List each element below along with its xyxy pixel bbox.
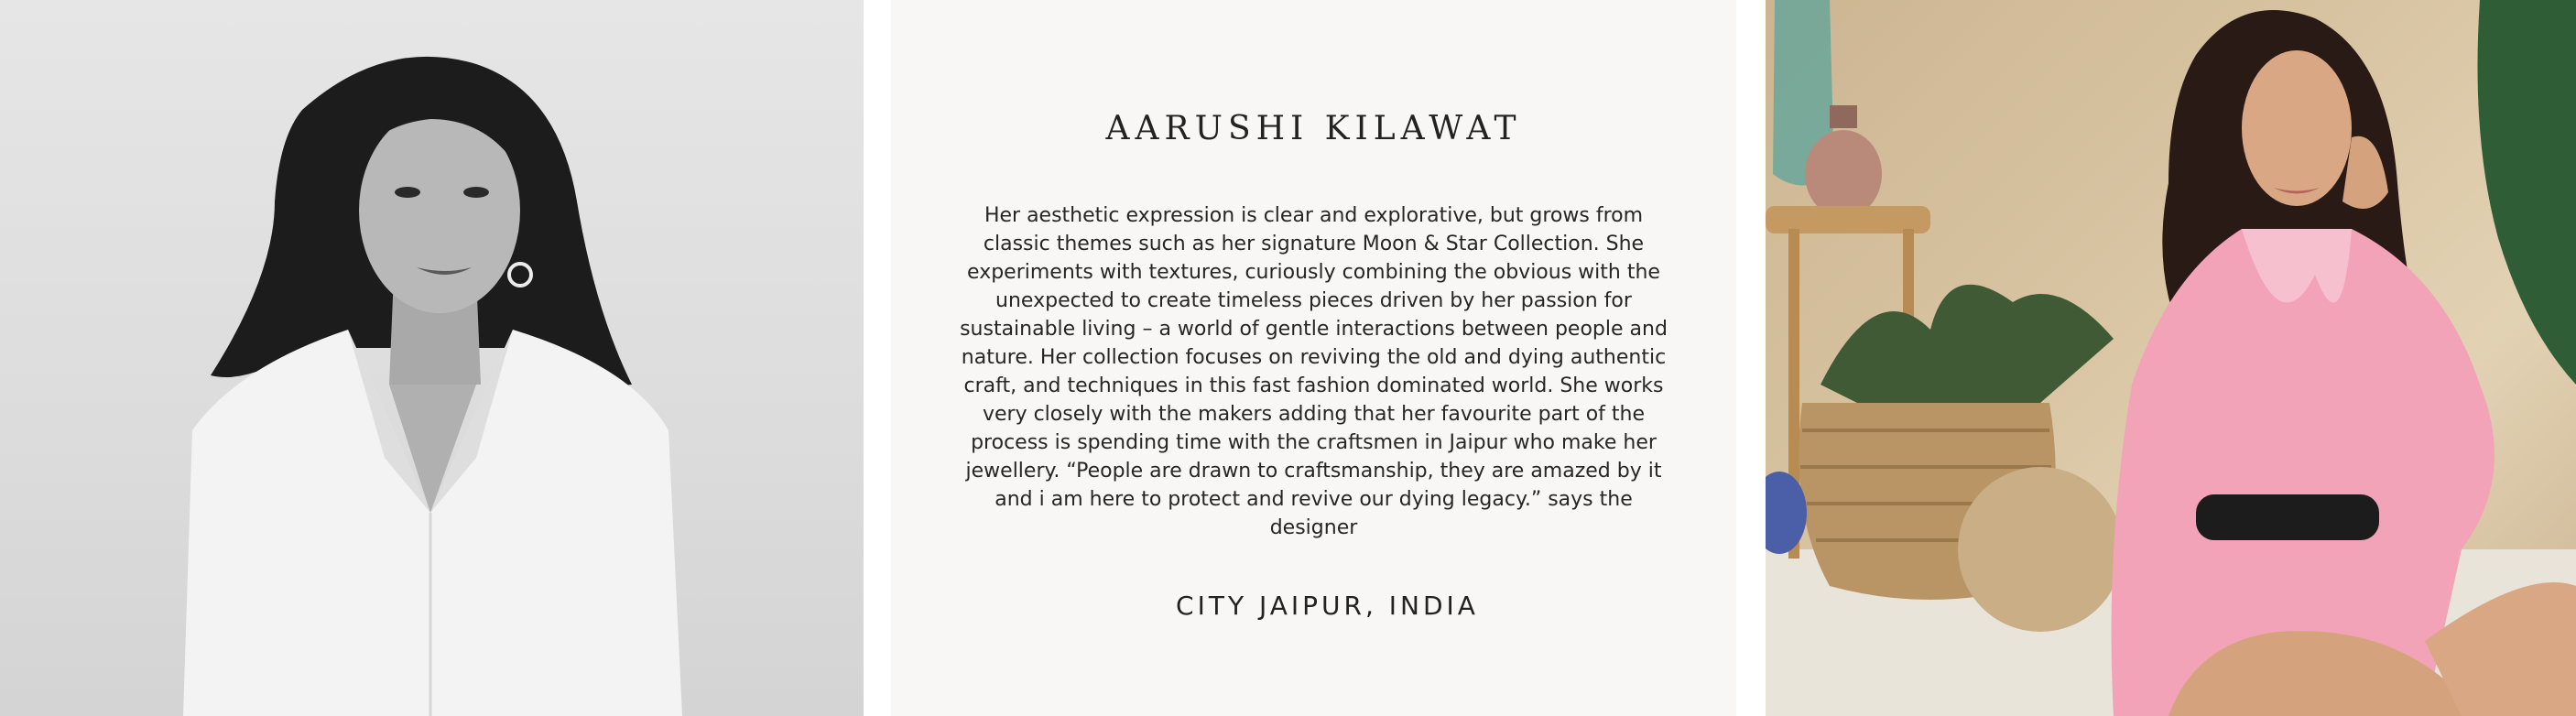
designer-bio: Her aesthetic expression is clear and explorative, but grows from classic themes such as her signature Moon & Star Collection. She experiments with textures, curiously combining the obvious with the unexpected to create timeless pieces driven by her passion for sustainable living – a world of gentle interactions between people and nature. Her collection focuses on reviving the old and dying authentic craft, and techniques in this fast fashion dominated world. She works very closely with the makers adding that her favourite part of the process is spending time with the craftsmen in Jaipur who make her jewellery. “People are drawn to craftsmanship, they are amazed by it and i am here to protect and revive our dying legacy.” says the designer bbox=[960, 204, 1668, 539]
model-photo-illustration bbox=[1766, 0, 2576, 716]
designer-city: CITY JAIPUR, INDIA bbox=[1176, 591, 1479, 621]
portrait-illustration bbox=[0, 0, 864, 716]
designer-name: AARUSHI KILAWAT bbox=[1105, 110, 1522, 147]
model-photo-image bbox=[1766, 0, 2576, 716]
designer-portrait-image bbox=[0, 0, 864, 716]
designer-info-panel bbox=[891, 0, 1736, 716]
